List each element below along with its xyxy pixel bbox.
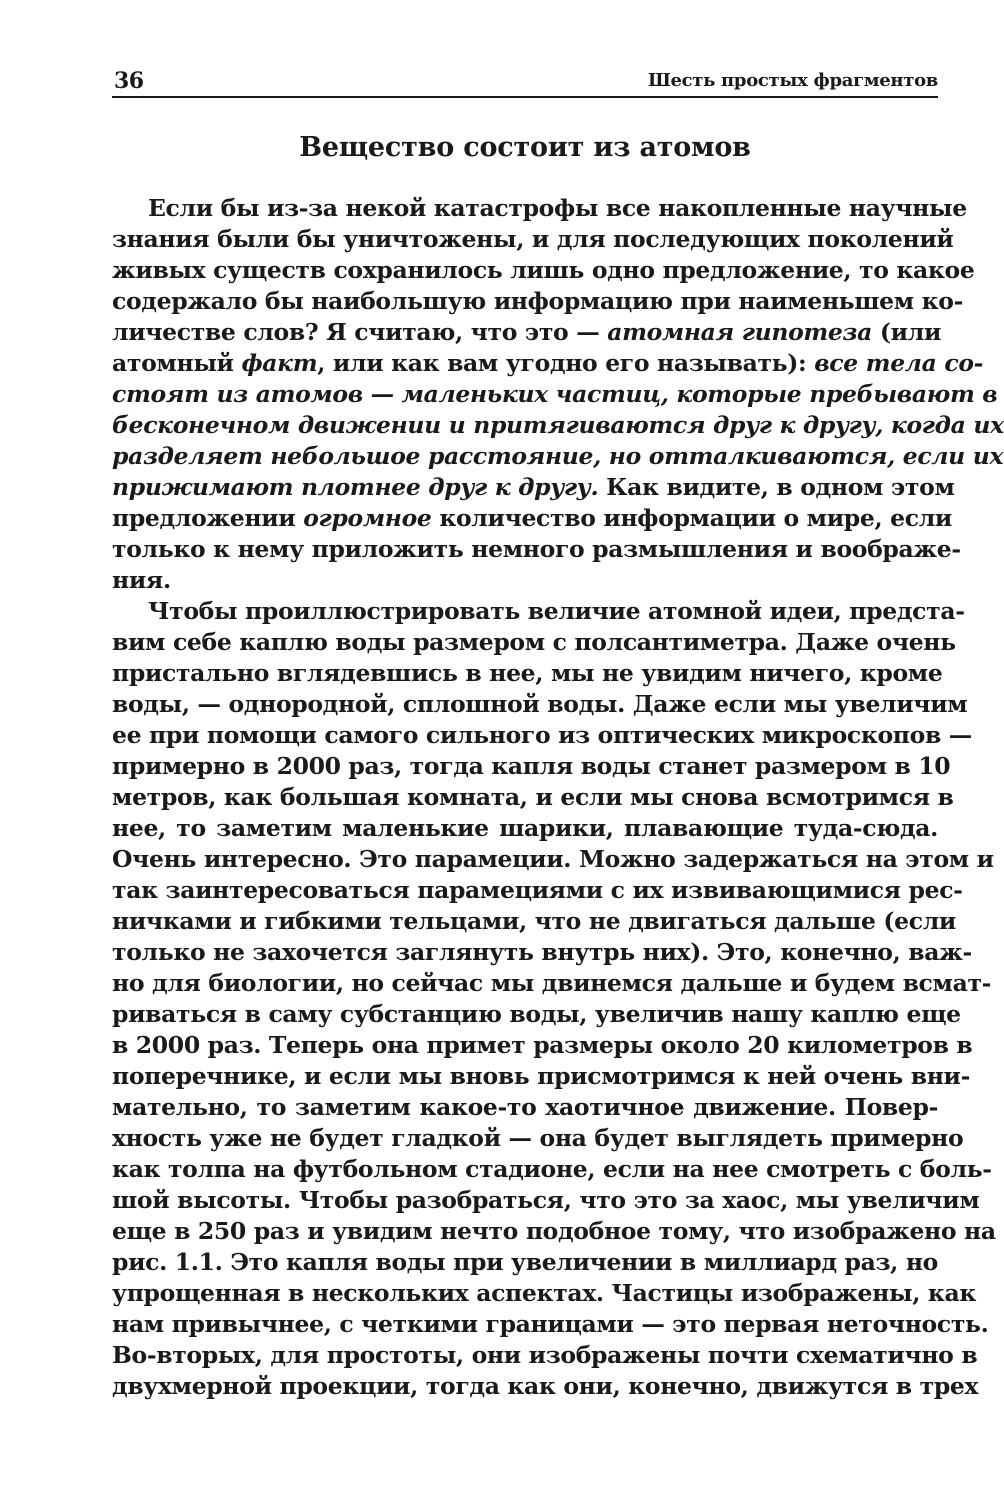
italic-text: огромное (303, 504, 432, 532)
text-span: атомный (112, 349, 242, 377)
text-span: хность уже не будет гладкой — она будет выглядеть примерно (112, 1124, 964, 1152)
text-span: рис. 1.1. Это капля воды при увеличении в миллиард раз, но (112, 1248, 938, 1276)
text-line (112, 286, 964, 317)
text-span: воды, — однородной, сплошной воды. Даже если мы увеличим (112, 690, 968, 718)
text-span: двухмерной проекции, тогда как они, конечно, движутся в трех (112, 1372, 979, 1400)
italic-text: факт (241, 349, 318, 377)
text-line (112, 1309, 989, 1340)
text-line (112, 348, 984, 379)
text-line (112, 1154, 992, 1185)
text-line (112, 317, 942, 348)
text-span: ее при помощи самого сильного из оптических микроскопов — (112, 721, 972, 749)
text-span: предложении (112, 504, 304, 532)
page-number: 36 (114, 68, 144, 94)
text-span: количество информации о мире, если (431, 504, 952, 532)
text-line (112, 1030, 973, 1061)
text-line (112, 751, 951, 782)
text-line (112, 658, 943, 689)
text-line (112, 503, 952, 534)
text-span: как толпа на футбольном стадионе, если на нее смотреть с боль- (112, 1155, 992, 1183)
text-span: живых существ сохранилось лишь одно предложение, то какое (112, 256, 975, 284)
text-span: примерно в 2000 раз, тогда капля воды станет размером в 10 (112, 752, 951, 780)
text-line (112, 255, 975, 286)
text-line (112, 193, 967, 224)
text-span: (или (872, 318, 942, 346)
text-line (112, 224, 954, 255)
text-line (112, 813, 938, 844)
text-span: ничками и гибкими тельцами, что не двигаться дальше (если (112, 907, 957, 935)
text-span: риваться в саму субстанцию воды, увеличив нашу каплю еще (112, 1000, 961, 1028)
text-span: только не захочется заглянуть внутрь них). Это, конечно, важ- (112, 938, 972, 966)
italic-text: стоят из атомов — маленьких частиц, которые пребывают в (112, 380, 998, 408)
body-text (112, 193, 1004, 1402)
text-span: знания были бы уничтожены, и для последующих поколений (112, 225, 954, 253)
text-line (112, 596, 965, 627)
text-line (112, 379, 998, 410)
text-line (112, 720, 972, 751)
text-span: Очень интересно. Это парамеции. Можно задержаться на этом и (112, 845, 994, 873)
text-line (112, 1340, 978, 1371)
running-head (112, 66, 938, 98)
italic-text: атомная гипотеза (607, 318, 873, 346)
text-span: ния. (112, 566, 171, 594)
text-span: Чтобы проиллюстрировать величие атомной идеи, предста- (148, 597, 965, 625)
text-span: но для биологии, но сейчас мы двинемся дальше и будем всмат- (112, 969, 992, 997)
text-line (112, 1092, 938, 1123)
italic-text: бесконечном движении и притягиваются друг к другу, когда их (112, 411, 1004, 439)
text-span: метров, как большая комната, и если мы снова всмотримся в (112, 783, 954, 811)
text-span: Во-вторых, для простоты, они изображены почти схематично в (112, 1341, 978, 1369)
paragraph (112, 596, 996, 1402)
text-span: поперечнике, и если мы вновь присмотримся к ней очень вни- (112, 1062, 971, 1090)
text-line (112, 565, 938, 596)
text-span: личестве слов? Я считаю, что это — (112, 318, 608, 346)
text-line (112, 844, 994, 875)
paragraph (112, 193, 1004, 596)
text-span: Как видите, в одном этом (598, 473, 955, 501)
text-line (112, 627, 956, 658)
text-span: только к нему приложить немного размышления и воображе- (112, 535, 961, 563)
text-span: нее, то заметим маленькие шарики, плавающие туда-сюда. (112, 814, 938, 842)
text-line (112, 689, 968, 720)
text-line (112, 1247, 938, 1278)
text-span: шой высоты. Чтобы разобраться, что это за хаос, мы увеличим (112, 1186, 980, 1214)
text-line (112, 1216, 996, 1247)
text-span: еще в 250 раз и увидим нечто подобное тому, что изображено на (112, 1217, 996, 1245)
text-line (112, 410, 1004, 441)
running-title: Шесть простых фрагментов (647, 70, 938, 91)
text-line (112, 937, 972, 968)
text-line (112, 968, 992, 999)
text-span: , или как вам угодно его называть): (317, 349, 815, 377)
text-line (112, 441, 1004, 472)
text-line (112, 782, 954, 813)
text-span: так заинтересоваться парамециями с их извивающимися рес- (112, 876, 963, 904)
section-title: Вещество состоит из атомов (299, 132, 751, 163)
text-span: пристально вглядевшись в нее, мы не увидим ничего, кроме (112, 659, 943, 687)
text-line (112, 875, 963, 906)
text-line (112, 906, 957, 937)
italic-text: все тела со- (814, 349, 984, 377)
text-line (112, 1123, 964, 1154)
text-span: в 2000 раз. Теперь она примет размеры около 20 километров в (112, 1031, 973, 1059)
italic-text: разделяет небольшое расстояние, но отталкиваются, если их (112, 442, 1004, 470)
text-line (112, 1061, 971, 1092)
text-line (112, 1371, 979, 1402)
text-span: нам привычнее, с четкими границами — это первая неточность. (112, 1310, 989, 1338)
text-span: мательно, то заметим какое-то хаотичное движение. Повер- (112, 1093, 938, 1121)
text-span: Если бы из-за некой катастрофы все накопленные научные (148, 194, 967, 222)
text-span: вим себе каплю воды размером с полсантиметра. Даже очень (112, 628, 956, 656)
text-line (112, 999, 961, 1030)
italic-text: прижимают плотнее друг к другу. (112, 473, 599, 501)
text-line (112, 1185, 980, 1216)
text-line (112, 1278, 976, 1309)
text-line (112, 472, 955, 503)
text-line (112, 534, 961, 565)
text-span: упрощенная в нескольких аспектах. Частицы изображены, как (112, 1279, 976, 1307)
text-span: содержало бы наибольшую информацию при наименьшем ко- (112, 287, 964, 315)
